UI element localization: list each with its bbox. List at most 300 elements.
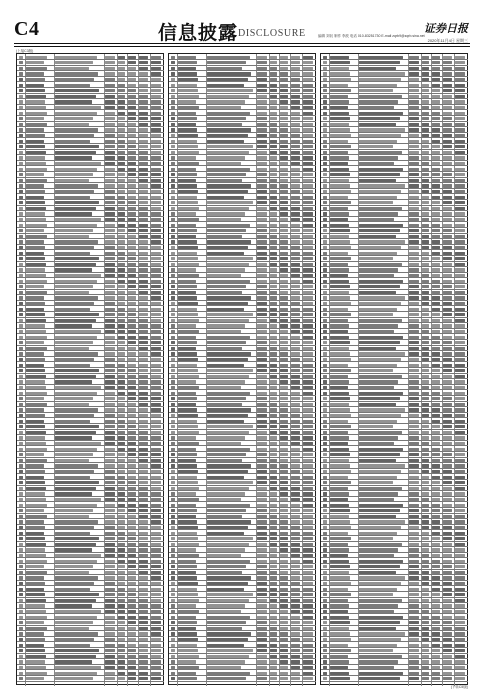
table-cell — [128, 632, 136, 635]
table-cell — [280, 476, 288, 479]
table-cell — [359, 666, 394, 669]
table-cell — [323, 576, 327, 579]
table-cell — [443, 140, 452, 143]
table-cell — [171, 313, 175, 316]
table-cell — [19, 168, 23, 171]
table-cell — [257, 224, 267, 227]
table-cell — [257, 543, 267, 546]
table-cell — [359, 638, 401, 641]
table-cell — [270, 644, 277, 647]
table-cell — [270, 515, 277, 518]
table-cell — [26, 207, 46, 210]
table-cell — [291, 487, 300, 490]
table-cell — [151, 369, 161, 372]
table-cell — [291, 666, 300, 669]
table-cell — [323, 358, 327, 361]
table-cell — [139, 168, 148, 171]
table-cell — [323, 229, 327, 232]
table-cell — [422, 324, 429, 327]
table-cell — [443, 414, 452, 417]
table-cell — [323, 621, 327, 624]
table-cell — [323, 375, 327, 378]
table-cell — [330, 442, 348, 445]
table-cell — [207, 190, 248, 193]
table-cell — [19, 420, 23, 423]
table-cell — [422, 56, 429, 59]
table-cell — [118, 201, 125, 204]
table-cell — [359, 470, 401, 473]
table-cell — [323, 403, 327, 406]
table-cell — [422, 308, 429, 311]
table-cell — [207, 313, 253, 316]
table-cell — [291, 464, 300, 467]
table-cell — [118, 548, 125, 551]
table-cell — [128, 543, 136, 546]
table-cell — [455, 128, 465, 131]
table-cell — [128, 336, 136, 339]
table-cell — [323, 218, 327, 221]
table-cell — [359, 560, 403, 563]
table-cell — [19, 414, 23, 417]
table-cell — [455, 207, 465, 210]
table-cell — [26, 543, 46, 546]
table-cell — [443, 448, 452, 451]
table-cell — [303, 89, 313, 92]
table-cell — [128, 431, 136, 434]
table-cell — [455, 554, 465, 557]
table-cell — [26, 229, 44, 232]
table-cell — [270, 453, 277, 456]
table-cell — [105, 403, 115, 406]
table-cell — [55, 610, 101, 613]
table-cell — [55, 89, 99, 92]
table-cell — [303, 168, 313, 171]
table-cell — [151, 201, 161, 204]
table-cell — [26, 330, 46, 333]
table-cell — [443, 179, 452, 182]
table-cell — [291, 196, 300, 199]
table-cell — [303, 515, 313, 518]
table-cell — [409, 162, 419, 165]
table-cell — [323, 470, 327, 473]
table-cell — [359, 285, 400, 288]
table-cell — [26, 128, 44, 131]
table-cell — [422, 347, 429, 350]
table-cell — [139, 67, 148, 70]
table-cell — [359, 347, 396, 350]
table-cell — [280, 285, 288, 288]
table-cell — [139, 179, 148, 182]
table-cell — [432, 582, 440, 585]
table-cell — [171, 638, 175, 641]
table-cell — [409, 134, 419, 137]
table-cell — [128, 106, 136, 109]
table-cell — [139, 532, 148, 535]
table-cell — [432, 291, 440, 294]
table-cell — [128, 145, 136, 148]
table-cell — [443, 487, 452, 490]
table-cell — [432, 666, 440, 669]
table-cell — [105, 660, 115, 663]
table-cell — [303, 453, 313, 456]
table-cell — [432, 112, 440, 115]
table-cell — [270, 352, 277, 355]
table-cell — [323, 291, 327, 294]
table-cell — [207, 224, 250, 227]
table-cell — [26, 420, 44, 423]
table-cell — [303, 638, 313, 641]
table-cell — [118, 302, 125, 305]
table-cell — [270, 425, 277, 428]
table-cell — [128, 280, 136, 283]
table-cell — [19, 588, 23, 591]
table-cell — [171, 464, 175, 467]
table-cell — [280, 420, 288, 423]
table-cell — [409, 207, 419, 210]
table-cell — [432, 156, 440, 159]
table-cell — [207, 196, 244, 199]
table-cell — [422, 89, 429, 92]
table-cell — [443, 632, 452, 635]
table-cell — [455, 448, 465, 451]
table-cell — [19, 319, 23, 322]
table-cell — [151, 106, 161, 109]
table-cell — [330, 123, 349, 126]
table-cell — [139, 123, 148, 126]
table-cell — [455, 397, 465, 400]
table-cell — [171, 78, 175, 81]
table-cell — [55, 156, 92, 159]
table-cell — [128, 218, 136, 221]
table-cell — [257, 627, 267, 630]
table-cell — [128, 84, 136, 87]
table-cell — [105, 280, 115, 283]
table-cell — [455, 268, 465, 271]
table-cell — [151, 229, 161, 232]
table-cell — [26, 459, 47, 462]
table-cell — [455, 414, 465, 417]
table-cell — [207, 548, 245, 551]
table-cell — [139, 621, 148, 624]
table-cell — [118, 190, 125, 193]
table-cell — [455, 582, 465, 585]
table-cell — [422, 296, 429, 299]
table-cell — [432, 632, 440, 635]
table-cell — [323, 504, 327, 507]
table-cell — [280, 268, 288, 271]
table-cell — [171, 235, 175, 238]
table-cell — [105, 140, 115, 143]
table-cell — [443, 134, 452, 137]
table-cell — [139, 431, 148, 434]
table-cell — [118, 369, 125, 372]
table-cell — [443, 660, 452, 663]
table-cell — [139, 638, 148, 641]
table-cell — [330, 498, 348, 501]
table-cell — [151, 537, 161, 540]
table-cell — [422, 386, 429, 389]
table-row — [17, 676, 164, 682]
table-cell — [128, 660, 136, 663]
table-cell — [323, 565, 327, 568]
table-cell — [280, 324, 288, 327]
table-cell — [443, 358, 452, 361]
table-cell — [359, 84, 397, 87]
table-cell — [422, 218, 429, 221]
table-cell — [19, 403, 23, 406]
table-cell — [270, 179, 277, 182]
table-cell — [207, 100, 245, 103]
table-cell — [139, 616, 148, 619]
table-cell — [291, 599, 300, 602]
table-cell — [432, 336, 440, 339]
table-cell — [171, 453, 175, 456]
table-cell — [171, 364, 175, 367]
table-cell — [26, 448, 47, 451]
table-cell — [118, 280, 125, 283]
table-cell — [118, 599, 125, 602]
table-cell — [455, 453, 465, 456]
table-cell — [19, 212, 23, 215]
table-cell — [171, 565, 175, 568]
table-cell — [409, 537, 419, 540]
table-cell — [207, 67, 242, 70]
table-cell — [257, 386, 267, 389]
table-cell — [291, 145, 300, 148]
table-cell — [55, 369, 99, 372]
table-cell — [280, 229, 288, 232]
table-cell — [19, 431, 23, 434]
table-cell — [323, 235, 327, 238]
table-cell — [178, 448, 196, 451]
table-cell — [270, 470, 277, 473]
table-cell — [291, 537, 300, 540]
table-cell — [443, 128, 452, 131]
table-cell — [105, 313, 115, 316]
table-cell — [291, 336, 300, 339]
table-cell — [359, 420, 397, 423]
table-cell — [330, 168, 349, 171]
table-cell — [128, 588, 136, 591]
table-cell — [409, 352, 419, 355]
table-cell — [270, 347, 277, 350]
table-cell — [443, 173, 452, 176]
table-cell — [359, 504, 403, 507]
table-cell — [55, 392, 97, 395]
table-cell — [26, 212, 45, 215]
table-cell — [257, 72, 267, 75]
table-cell — [171, 218, 175, 221]
table-column-left — [16, 53, 164, 685]
table-cell — [118, 184, 125, 187]
table-cell — [26, 599, 46, 602]
table-cell — [55, 291, 89, 294]
table-cell — [257, 285, 267, 288]
table-cell — [443, 246, 452, 249]
table-cell — [151, 593, 161, 596]
table-cell — [359, 100, 398, 103]
table-cell — [207, 61, 246, 64]
table-cell — [139, 392, 148, 395]
table-cell — [422, 414, 429, 417]
table-cell — [128, 436, 136, 439]
table-cell — [432, 341, 440, 344]
table-cell — [151, 212, 161, 215]
table-cell — [55, 453, 93, 456]
table-cell — [422, 313, 429, 316]
table-cell — [151, 358, 161, 361]
table-cell — [26, 201, 45, 204]
table-cell — [422, 436, 429, 439]
table-cell — [323, 627, 327, 630]
table-cell — [19, 352, 23, 355]
table-cell — [432, 257, 440, 260]
table-cell — [432, 78, 440, 81]
table-cell — [270, 100, 277, 103]
table-cell — [409, 571, 419, 574]
table-cell — [270, 537, 277, 540]
table-cell — [432, 610, 440, 613]
table-cell — [26, 145, 45, 148]
table-cell — [19, 627, 23, 630]
table-cell — [455, 408, 465, 411]
table-cell — [105, 112, 115, 115]
table-cell — [105, 274, 115, 277]
table-cell — [270, 672, 277, 675]
table-cell — [303, 548, 313, 551]
table-cell — [291, 291, 300, 294]
table-cell — [19, 593, 23, 596]
table-cell — [171, 655, 175, 658]
table-cell — [55, 515, 89, 518]
table-cell — [207, 616, 250, 619]
table-cell — [19, 313, 23, 316]
table-cell — [323, 324, 327, 327]
table-cell — [139, 313, 148, 316]
table-cell — [257, 425, 267, 428]
table-cell — [330, 324, 349, 327]
table-cell — [139, 72, 148, 75]
table-cell — [257, 632, 267, 635]
table-cell — [105, 649, 115, 652]
table-cell — [303, 408, 313, 411]
table-cell — [443, 470, 452, 473]
table-cell — [128, 515, 136, 518]
table-cell — [151, 487, 161, 490]
table-cell — [303, 380, 313, 383]
table-cell — [55, 560, 97, 563]
table-cell — [171, 532, 175, 535]
table-cell — [171, 302, 175, 305]
table-cell — [139, 593, 148, 596]
table-cell — [443, 621, 452, 624]
table-cell — [257, 526, 267, 529]
table-cell — [19, 537, 23, 540]
table-cell — [291, 179, 300, 182]
table-cell — [26, 649, 45, 652]
table-cell — [443, 420, 452, 423]
table-cell — [323, 487, 327, 490]
table-cell — [118, 386, 125, 389]
table-cell — [139, 140, 148, 143]
table-cell — [280, 218, 288, 221]
table-cell — [118, 470, 125, 473]
table-cell — [359, 61, 400, 64]
table-cell — [359, 616, 403, 619]
table-cell — [139, 492, 148, 495]
table-cell — [128, 151, 136, 154]
table-cell — [432, 296, 440, 299]
table-cell — [105, 386, 115, 389]
table-cell — [128, 117, 136, 120]
table-cell — [171, 291, 175, 294]
table-cell — [207, 532, 244, 535]
table-cell — [26, 425, 45, 428]
table-cell — [359, 257, 393, 260]
table-cell — [139, 464, 148, 467]
table-cell — [280, 263, 288, 266]
table-cell — [128, 638, 136, 641]
table-cell — [270, 151, 277, 154]
table-cell — [105, 672, 115, 675]
table-cell — [330, 347, 349, 350]
table-cell — [118, 100, 125, 103]
table-cell — [432, 414, 440, 417]
table-cell — [330, 425, 351, 428]
table-cell — [171, 212, 175, 215]
table-cell — [178, 509, 197, 512]
table-cell — [443, 308, 452, 311]
table-cell — [303, 470, 313, 473]
table-cell — [443, 190, 452, 193]
table-cell — [280, 347, 288, 350]
table-cell — [151, 644, 161, 647]
table-cell — [359, 106, 394, 109]
table-cell — [257, 330, 267, 333]
table-cell — [128, 128, 136, 131]
table-cell — [409, 151, 419, 154]
table-cell — [26, 571, 47, 574]
table-cell — [432, 425, 440, 428]
table-cell — [280, 336, 288, 339]
table-cell — [280, 666, 288, 669]
table-cell — [303, 392, 313, 395]
table-cell — [139, 582, 148, 585]
table-cell — [26, 392, 47, 395]
table-cell — [270, 487, 277, 490]
table-cell — [207, 84, 244, 87]
table-cell — [257, 610, 267, 613]
table-cell — [291, 386, 300, 389]
table-cell — [409, 257, 419, 260]
table-cell — [359, 117, 400, 120]
table-cell — [207, 117, 246, 120]
table-cell — [455, 431, 465, 434]
table-cell — [443, 375, 452, 378]
table-cell — [455, 246, 465, 249]
table-cell — [26, 78, 45, 81]
table-cell — [323, 319, 327, 322]
table-cell — [105, 621, 115, 624]
table-cell — [178, 666, 199, 669]
table-cell — [359, 610, 394, 613]
table-cell — [443, 436, 452, 439]
table-cell — [118, 515, 125, 518]
table-cell — [257, 240, 267, 243]
table-cell — [118, 604, 125, 607]
table-cell — [178, 184, 197, 187]
table-cell — [270, 448, 277, 451]
